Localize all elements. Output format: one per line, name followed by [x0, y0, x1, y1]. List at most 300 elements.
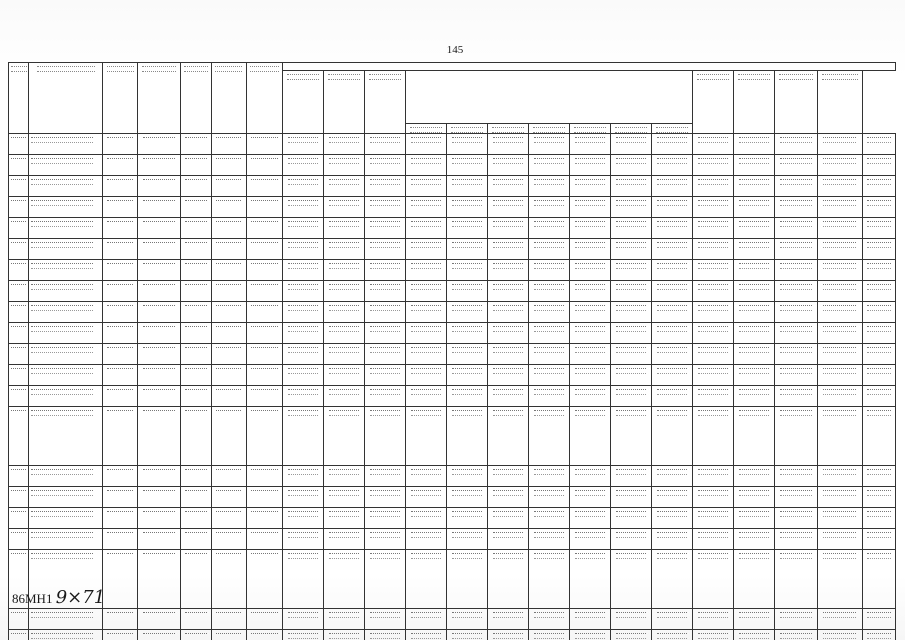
table-cell	[181, 386, 212, 407]
table-cell	[246, 386, 283, 407]
table-cell	[651, 386, 692, 407]
table-cell	[103, 218, 138, 239]
table-cell	[570, 134, 611, 155]
table-cell	[406, 344, 447, 365]
table-cell	[651, 508, 692, 529]
table-cell	[103, 239, 138, 260]
table-cell	[211, 197, 246, 218]
table-cell	[862, 134, 895, 155]
table-cell	[181, 302, 212, 323]
table-cell	[103, 407, 138, 466]
table-cell	[651, 407, 692, 466]
table-cell	[529, 218, 570, 239]
table-cell	[611, 508, 652, 529]
table-cell	[103, 155, 138, 176]
header-cell	[211, 63, 246, 134]
table-cell	[692, 197, 733, 218]
table-cell	[283, 260, 324, 281]
table-cell	[246, 302, 283, 323]
header-cell	[324, 71, 365, 134]
table-cell	[611, 466, 652, 487]
table-cell	[817, 508, 862, 529]
table-cell	[817, 239, 862, 260]
table-cell	[211, 365, 246, 386]
table-cell	[733, 260, 774, 281]
table-cell	[283, 487, 324, 508]
handwritten-annotation: 9×71	[55, 587, 106, 608]
table-cell	[529, 386, 570, 407]
table-row	[9, 260, 896, 281]
table-cell	[365, 407, 406, 466]
table-cell	[181, 281, 212, 302]
table-cell	[692, 176, 733, 197]
table-cell	[103, 529, 138, 550]
table-cell	[774, 239, 817, 260]
table-cell	[774, 176, 817, 197]
table-cell	[324, 344, 365, 365]
table-cell	[246, 239, 283, 260]
table-cell	[406, 466, 447, 487]
header-cell	[651, 124, 692, 134]
table-cell	[862, 529, 895, 550]
table-cell	[181, 134, 212, 155]
table-cell	[488, 134, 529, 155]
table-cell	[651, 176, 692, 197]
table-cell	[103, 609, 138, 630]
table-cell	[529, 550, 570, 609]
table-cell	[774, 323, 817, 344]
table-cell	[365, 466, 406, 487]
table-cell	[283, 466, 324, 487]
table-cell	[529, 176, 570, 197]
table-cell	[246, 176, 283, 197]
table-cell	[733, 302, 774, 323]
table-cell	[774, 218, 817, 239]
table-cell	[692, 218, 733, 239]
table-cell	[692, 466, 733, 487]
table-cell	[529, 365, 570, 386]
table-cell	[9, 630, 29, 640]
table-cell	[529, 529, 570, 550]
table-cell	[211, 529, 246, 550]
table-cell	[817, 260, 862, 281]
table-cell	[365, 155, 406, 176]
table-cell	[9, 487, 29, 508]
table-cell	[406, 281, 447, 302]
table-cell	[447, 609, 488, 630]
header-cell	[406, 71, 693, 124]
table-cell	[211, 508, 246, 529]
table-cell	[29, 529, 103, 550]
table-cell	[283, 508, 324, 529]
table-cell	[611, 239, 652, 260]
table-cell	[138, 134, 181, 155]
table-cell	[692, 609, 733, 630]
header-cell	[447, 124, 488, 134]
table-cell	[529, 155, 570, 176]
table-cell	[181, 487, 212, 508]
table-cell	[774, 529, 817, 550]
table-cell	[138, 281, 181, 302]
table-cell	[488, 281, 529, 302]
table-cell	[488, 508, 529, 529]
table-cell	[488, 529, 529, 550]
table-cell	[692, 487, 733, 508]
table-cell	[817, 197, 862, 218]
table-cell	[733, 176, 774, 197]
table-cell	[181, 365, 212, 386]
table-cell	[733, 550, 774, 609]
capital-repair-table	[8, 62, 896, 640]
table-cell	[733, 197, 774, 218]
table-cell	[181, 609, 212, 630]
table-cell	[817, 281, 862, 302]
table-cell	[570, 323, 611, 344]
table-cell	[9, 176, 29, 197]
table-cell	[138, 323, 181, 344]
table-cell	[611, 344, 652, 365]
table-cell	[283, 155, 324, 176]
table-cell	[211, 302, 246, 323]
table-cell	[774, 155, 817, 176]
table-cell	[529, 260, 570, 281]
table-cell	[324, 155, 365, 176]
table-cell	[324, 323, 365, 344]
table-cell	[651, 155, 692, 176]
table-cell	[488, 609, 529, 630]
header-cell	[246, 63, 283, 134]
table-cell	[862, 323, 895, 344]
table-cell	[211, 323, 246, 344]
table-cell	[447, 134, 488, 155]
table-cell	[365, 365, 406, 386]
table-cell	[692, 365, 733, 386]
table-cell	[692, 508, 733, 529]
table-cell	[29, 176, 103, 197]
table-cell	[862, 155, 895, 176]
table-row	[9, 487, 896, 508]
table-cell	[29, 239, 103, 260]
table-cell	[570, 407, 611, 466]
table-cell	[365, 344, 406, 365]
table-cell	[283, 550, 324, 609]
table-cell	[651, 260, 692, 281]
table-cell	[406, 302, 447, 323]
table-cell	[651, 529, 692, 550]
table-cell	[733, 609, 774, 630]
header-group-cell	[283, 63, 896, 71]
header-cell	[529, 124, 570, 134]
table-cell	[9, 365, 29, 386]
table-cell	[29, 365, 103, 386]
table-cell	[611, 323, 652, 344]
table-cell	[181, 197, 212, 218]
header-cell	[365, 71, 406, 134]
table-cell	[246, 260, 283, 281]
table-cell	[29, 466, 103, 487]
table-cell	[611, 218, 652, 239]
table-row	[9, 550, 896, 609]
table-cell	[138, 609, 181, 630]
header-cell	[181, 63, 212, 134]
table-cell	[246, 344, 283, 365]
table-cell	[447, 466, 488, 487]
table-cell	[365, 218, 406, 239]
table-cell	[138, 487, 181, 508]
table-cell	[138, 529, 181, 550]
table-cell	[611, 197, 652, 218]
table-cell	[365, 630, 406, 640]
table-cell	[529, 609, 570, 630]
table-cell	[651, 302, 692, 323]
table-cell	[651, 630, 692, 640]
table-cell	[817, 386, 862, 407]
header-cell	[29, 63, 103, 134]
table-cell	[447, 344, 488, 365]
table-cell	[406, 176, 447, 197]
table-cell	[138, 386, 181, 407]
table-cell	[365, 323, 406, 344]
header-cell	[9, 63, 29, 134]
table-cell	[692, 281, 733, 302]
table-cell	[283, 239, 324, 260]
table-cell	[611, 630, 652, 640]
table-cell	[447, 302, 488, 323]
table-row	[9, 508, 896, 529]
header-cell	[692, 71, 733, 134]
table-cell	[611, 550, 652, 609]
header-cell	[817, 71, 862, 134]
table-cell	[103, 281, 138, 302]
table-cell	[283, 197, 324, 218]
table-cell	[862, 550, 895, 609]
table-cell	[774, 302, 817, 323]
table-cell	[211, 260, 246, 281]
table-cell	[611, 281, 652, 302]
table-cell	[246, 134, 283, 155]
table-cell	[365, 281, 406, 302]
table-cell	[324, 630, 365, 640]
table-cell	[733, 630, 774, 640]
table-cell	[774, 487, 817, 508]
table-cell	[138, 260, 181, 281]
table-cell	[447, 176, 488, 197]
table-cell	[138, 344, 181, 365]
table-cell	[733, 344, 774, 365]
table-cell	[365, 239, 406, 260]
header-cell	[283, 71, 324, 134]
table-cell	[570, 609, 611, 630]
table-cell	[570, 302, 611, 323]
table-cell	[406, 407, 447, 466]
table-row	[9, 302, 896, 323]
header-cell	[611, 124, 652, 134]
table-cell	[324, 176, 365, 197]
table-cell	[817, 609, 862, 630]
table-cell	[447, 529, 488, 550]
table-cell	[817, 487, 862, 508]
table-cell	[365, 176, 406, 197]
table-cell	[103, 550, 138, 609]
table-cell	[488, 386, 529, 407]
table-cell	[29, 260, 103, 281]
table-cell	[488, 218, 529, 239]
table-cell	[9, 155, 29, 176]
table-cell	[651, 197, 692, 218]
table-row	[9, 344, 896, 365]
table-cell	[529, 197, 570, 218]
table-cell	[211, 609, 246, 630]
table-cell	[365, 386, 406, 407]
table-cell	[529, 281, 570, 302]
table-cell	[283, 365, 324, 386]
table-cell	[570, 550, 611, 609]
table-cell	[774, 407, 817, 466]
table-cell	[138, 466, 181, 487]
table-cell	[324, 529, 365, 550]
table-cell	[733, 155, 774, 176]
table-cell	[862, 260, 895, 281]
table-cell	[283, 302, 324, 323]
table-cell	[406, 609, 447, 630]
table-cell	[447, 155, 488, 176]
table-cell	[817, 218, 862, 239]
table-cell	[211, 466, 246, 487]
table-cell	[817, 365, 862, 386]
table-cell	[692, 550, 733, 609]
table-cell	[103, 197, 138, 218]
table-cell	[29, 386, 103, 407]
table-cell	[692, 302, 733, 323]
table-cell	[9, 323, 29, 344]
table-cell	[9, 386, 29, 407]
table-cell	[611, 134, 652, 155]
table-cell	[29, 218, 103, 239]
table-cell	[29, 344, 103, 365]
table-cell	[9, 302, 29, 323]
header-cell	[733, 71, 774, 134]
table-cell	[181, 550, 212, 609]
table-cell	[570, 281, 611, 302]
table-cell	[138, 197, 181, 218]
table-cell	[488, 466, 529, 487]
table-cell	[103, 487, 138, 508]
table-cell	[181, 344, 212, 365]
table-cell	[103, 508, 138, 529]
table-cell	[324, 407, 365, 466]
table-cell	[447, 323, 488, 344]
table-cell	[529, 508, 570, 529]
table-cell	[406, 529, 447, 550]
table-cell	[774, 134, 817, 155]
table-cell	[651, 239, 692, 260]
table-cell	[733, 466, 774, 487]
table-cell	[651, 466, 692, 487]
table-cell	[570, 386, 611, 407]
table-cell	[862, 386, 895, 407]
table-cell	[447, 386, 488, 407]
table-cell	[817, 550, 862, 609]
table-cell	[181, 630, 212, 640]
header-cell	[570, 124, 611, 134]
table-cell	[817, 407, 862, 466]
table-cell	[817, 302, 862, 323]
table-cell	[774, 550, 817, 609]
table-cell	[406, 155, 447, 176]
table-cell	[9, 529, 29, 550]
table-cell	[862, 239, 895, 260]
table-cell	[246, 609, 283, 630]
table-cell	[488, 197, 529, 218]
table-cell	[447, 365, 488, 386]
table-cell	[488, 323, 529, 344]
table-row	[9, 630, 896, 640]
table-cell	[211, 281, 246, 302]
table-cell	[611, 365, 652, 386]
table-cell	[529, 466, 570, 487]
table-cell	[29, 609, 103, 630]
table-cell	[692, 323, 733, 344]
table-cell	[774, 609, 817, 630]
table-cell	[862, 344, 895, 365]
table-cell	[211, 386, 246, 407]
table-cell	[651, 365, 692, 386]
table-cell	[211, 176, 246, 197]
table-cell	[246, 365, 283, 386]
table-cell	[570, 365, 611, 386]
table-cell	[692, 239, 733, 260]
table-cell	[406, 630, 447, 640]
table-cell	[365, 134, 406, 155]
table-cell	[365, 550, 406, 609]
table-cell	[611, 155, 652, 176]
table-cell	[181, 529, 212, 550]
table-cell	[692, 407, 733, 466]
table-cell	[692, 260, 733, 281]
table-cell	[9, 466, 29, 487]
table-cell	[862, 508, 895, 529]
table-cell	[9, 609, 29, 630]
table-cell	[211, 630, 246, 640]
table-cell	[733, 487, 774, 508]
table-cell	[365, 529, 406, 550]
table-cell	[611, 386, 652, 407]
table-cell	[211, 155, 246, 176]
table-cell	[488, 487, 529, 508]
table-row	[9, 197, 896, 218]
table-cell	[283, 218, 324, 239]
table-cell	[324, 260, 365, 281]
table-cell	[406, 365, 447, 386]
table-cell	[817, 176, 862, 197]
table-cell	[324, 197, 365, 218]
table-cell	[181, 155, 212, 176]
table-cell	[103, 323, 138, 344]
table-cell	[246, 529, 283, 550]
table-cell	[447, 239, 488, 260]
table-cell	[651, 344, 692, 365]
table-cell	[9, 281, 29, 302]
table-row	[9, 239, 896, 260]
table-cell	[862, 487, 895, 508]
table-cell	[211, 218, 246, 239]
table-cell	[651, 323, 692, 344]
table-cell	[138, 302, 181, 323]
table-cell	[181, 239, 212, 260]
table-cell	[733, 281, 774, 302]
table-cell	[103, 260, 138, 281]
table-cell	[488, 260, 529, 281]
